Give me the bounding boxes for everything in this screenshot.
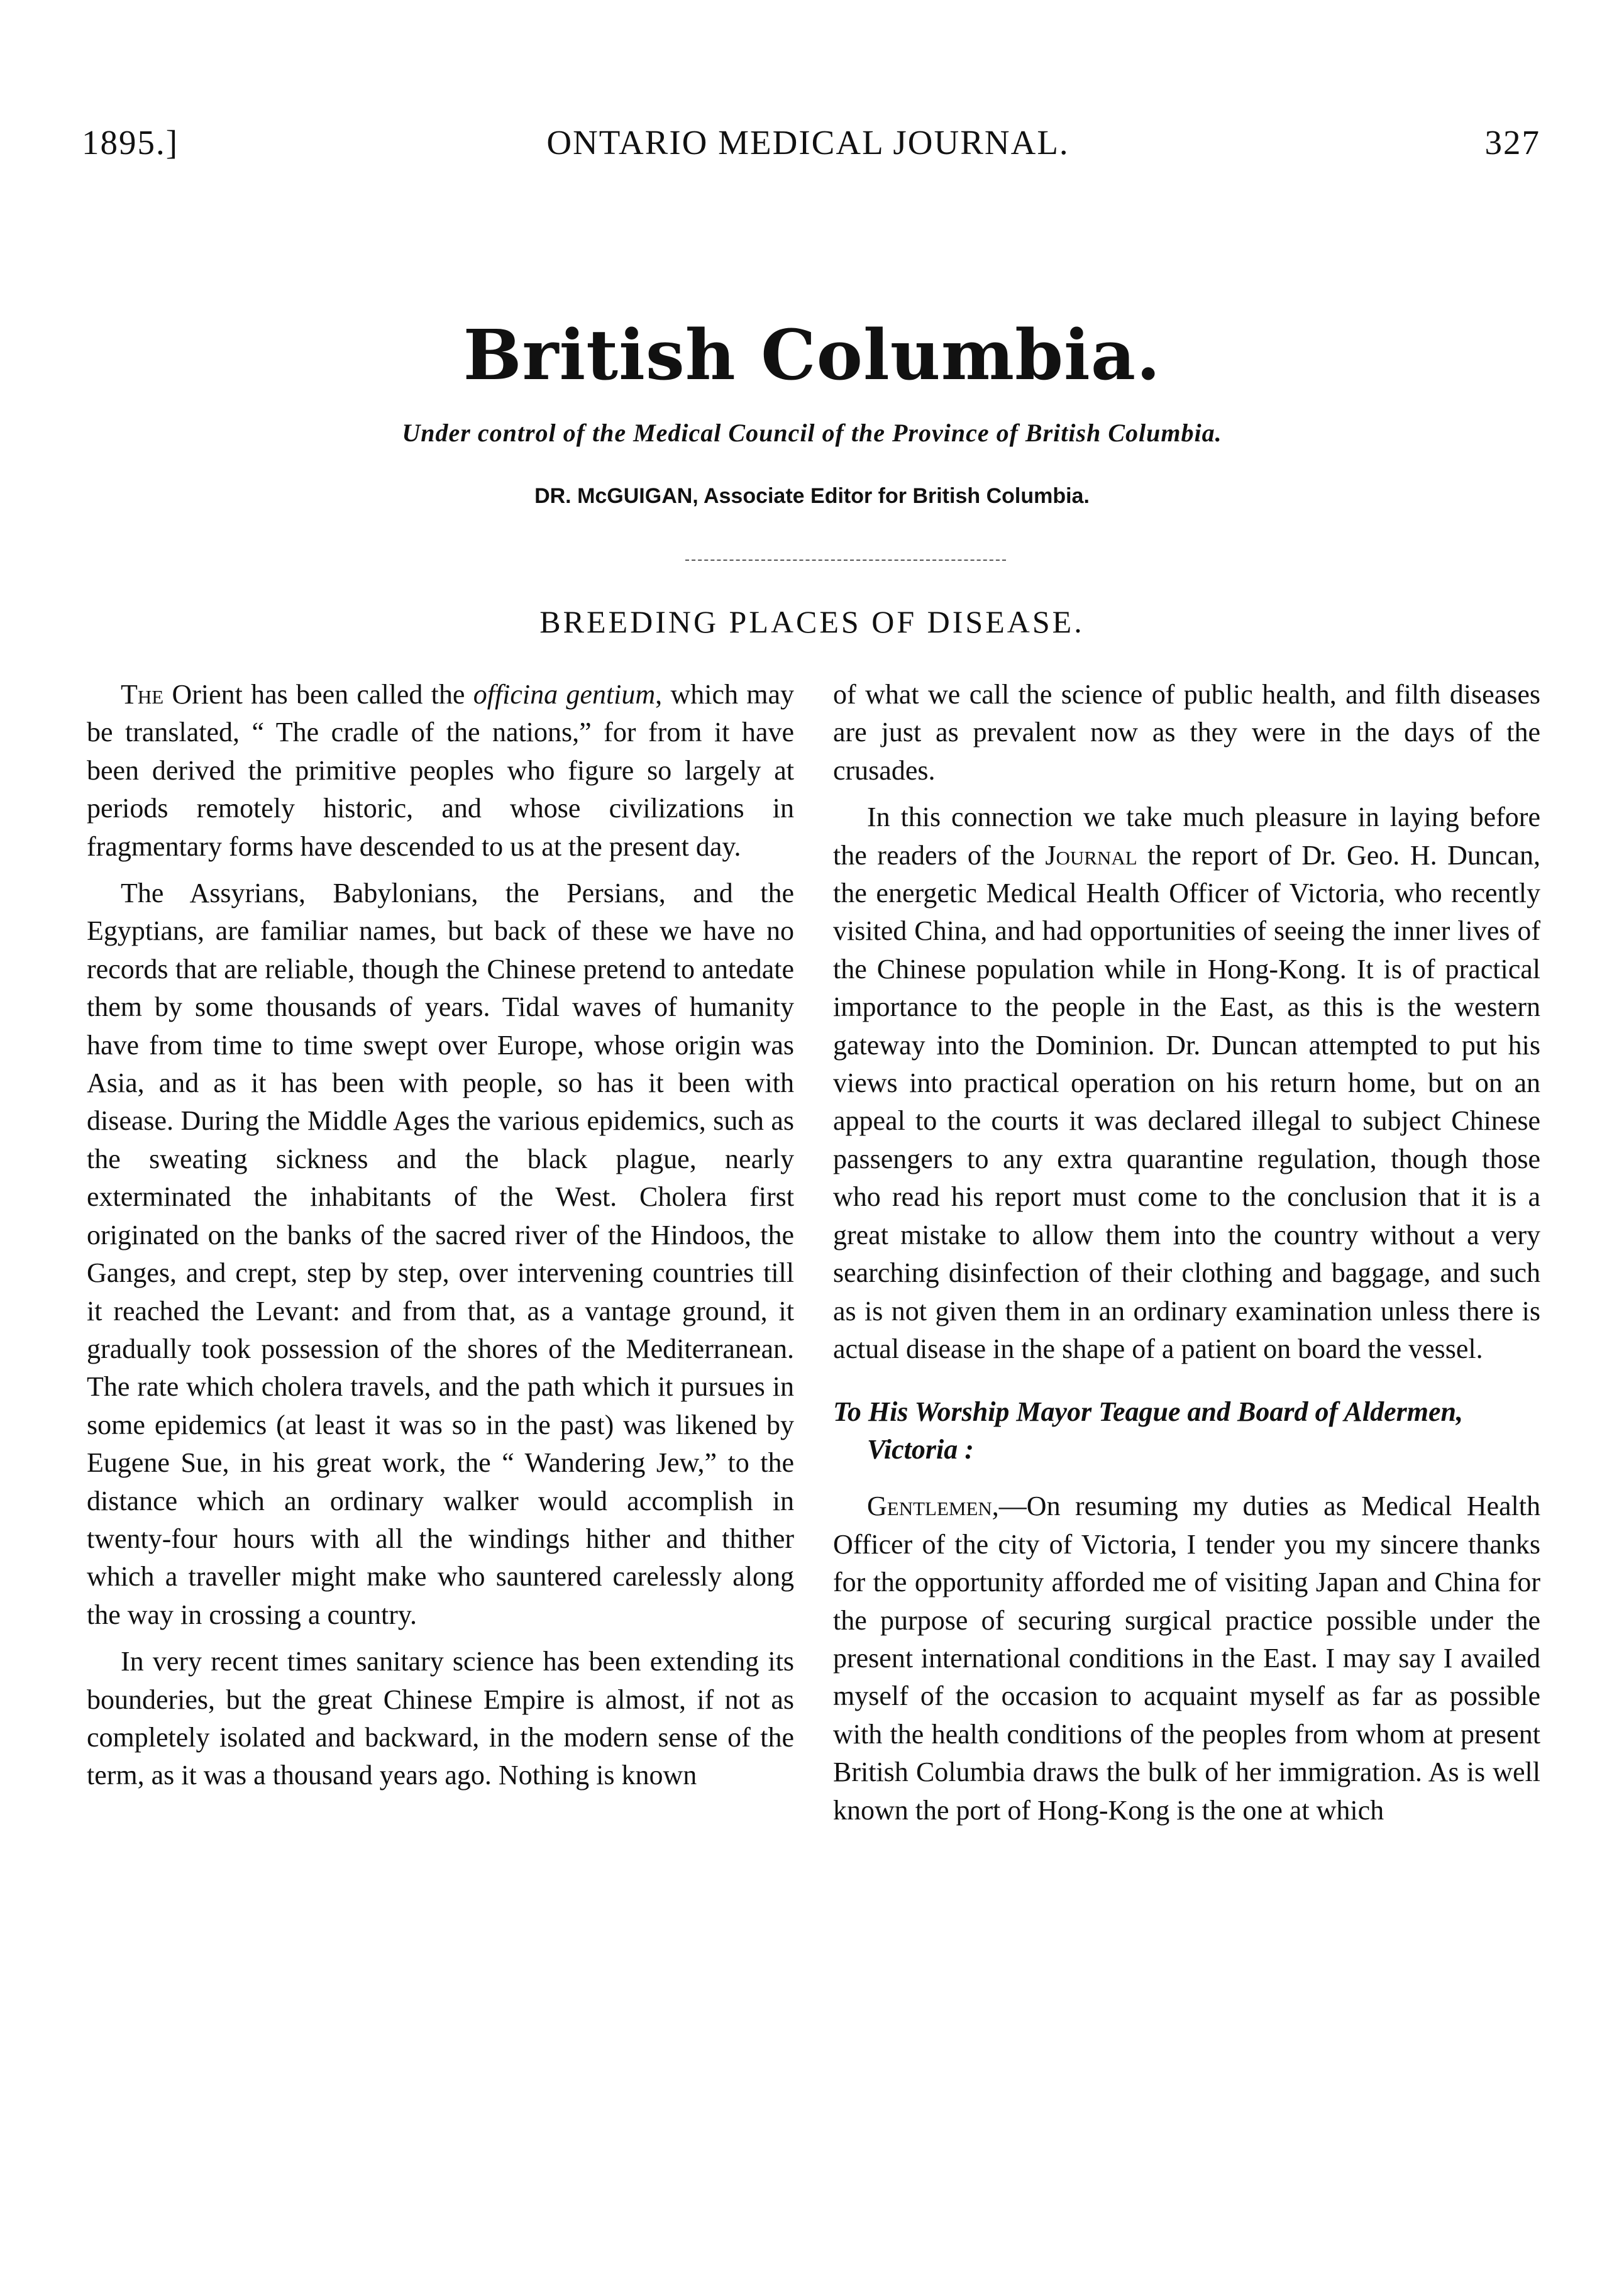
- text-run: —On resuming my duties as Medical Health Officer of the city of Victoria, I tender you my sincere thanks for the opportunity afforded me of visiting Japan and China for the purpose of securing surgical practice possible under the present international conditions in the East. I may say I availed myself of the occasion to acquaint myself as far as possible with the health conditions of the peoples from whom at present British Columbia draws the bulk of her immigration. As is well known the port of Hong-Kong is the one at which: [833, 1491, 1540, 1826]
- italic-term: officina gentium: [473, 679, 656, 710]
- associate-editor-line: DR. McGUIGAN, Associate Editor for British Columbia.: [534, 484, 1090, 508]
- paragraph-gap: [833, 790, 1540, 798]
- text-run: Orient has been called the: [163, 679, 473, 710]
- section-subtitle: Under control of the Medical Council of the Province of British Columbia.: [402, 419, 1222, 447]
- running-head: [75, 123, 1540, 173]
- paragraph: In very recent times sanitary science has been extending its bounderies, but the great Chinese Empire is almost, if not as completely isolated and backward, in the modern sense of the term, as it was a thousand years ago. Nothing is known: [87, 1646, 794, 1791]
- paragraph: [833, 798, 1540, 1368]
- paragraph: [87, 676, 794, 866]
- paragraph: [833, 1487, 1540, 1829]
- paragraph: The Assyrians, Babylonians, the Persians, and the Egyptians, are familiar names, but back of these we have no records that are reliable, though the Chinese pretend to antedate them by some thousands of years. Tidal waves of humanity have from time to time swept over Europe, whose origin was Asia, and as it has been with people, so has it been with disease. During the Middle Ages the various epidemics, such as the sweating sickness and the black plague, nearly exterminated the inhabitants of the West. Cholera first originated on the banks of the sacred river of the Hindoos, the Ganges, and crept, step by step, over intervening countries till it reached the Levant: and from that, as a vantage ground, it gradually took possession of the shores of the Mediterranean. The rate which cholera travels, and the path which it pursues in some epidemics (at least it was so in the past) was likened by Eugene Sue, in his great work, the “ Wandering Jew,” to the distance which an ordinary walker would accomplish in twenty-four hours with all the windings hither and thither which a traveller might make who sauntered carelessly along the way in crossing a country.: [87, 878, 794, 1630]
- paragraph: of what we call the science of public health, and filth diseases are just as prevalent now as they were in the days of the crusades.: [833, 679, 1540, 786]
- paragraph-gap: [87, 866, 794, 874]
- running-head-journal: ONTARIO MEDICAL JOURNAL.: [546, 123, 1069, 162]
- text-run: , which may be translated, “ The cradle of the nations,” for from it have been derived the primitive peoples who figure so largely at periods remotely historic, and whose civilizations in fragmentary forms have descended to us at the present day.: [87, 679, 794, 862]
- article-heading: BREEDING PLACES OF DISEASE.: [539, 604, 1085, 639]
- left-column: [87, 676, 794, 1795]
- paragraph-gap: [87, 1634, 794, 1643]
- section-title: British Columbia.: [463, 314, 1161, 395]
- text-run: In this connection we take much pleasure in laying before the readers of the: [833, 802, 1540, 871]
- journal-name: Journal: [1045, 839, 1137, 871]
- text-run: the report of Dr. Geo. H. Duncan, the energetic Medical Health Officer of Victoria, who recently visited China, and had opportunities of seeing the inner lives of the Chinese population while in Hong-Kong. It is of practical importance to the people in the East, as this is the western gateway into the Dominion. Dr. Duncan attempted to put his views into practical operation on his return home, but on an appeal to the courts it was declared illegal to subject Chinese passengers to any extra quarantine regulation, though those who read his report must come to the conclusion that it is a great mistake to allow them into the country without a very searching disinfection of their clothing and baggage, and such as is not given them in an ordinary examination unless there is actual disease in the shape of a patient on board the vessel.: [833, 839, 1540, 1364]
- lead-word: The: [121, 679, 164, 710]
- page-number: 327: [1484, 123, 1540, 162]
- running-head-year: 1895.]: [82, 123, 179, 162]
- right-column: [833, 676, 1540, 1829]
- letter-address: To His Worship Mayor Teague and Board of Aldermen, Victoria :: [833, 1396, 1463, 1465]
- section-divider: [685, 560, 1006, 561]
- salutation: Gentlemen,: [867, 1491, 999, 1522]
